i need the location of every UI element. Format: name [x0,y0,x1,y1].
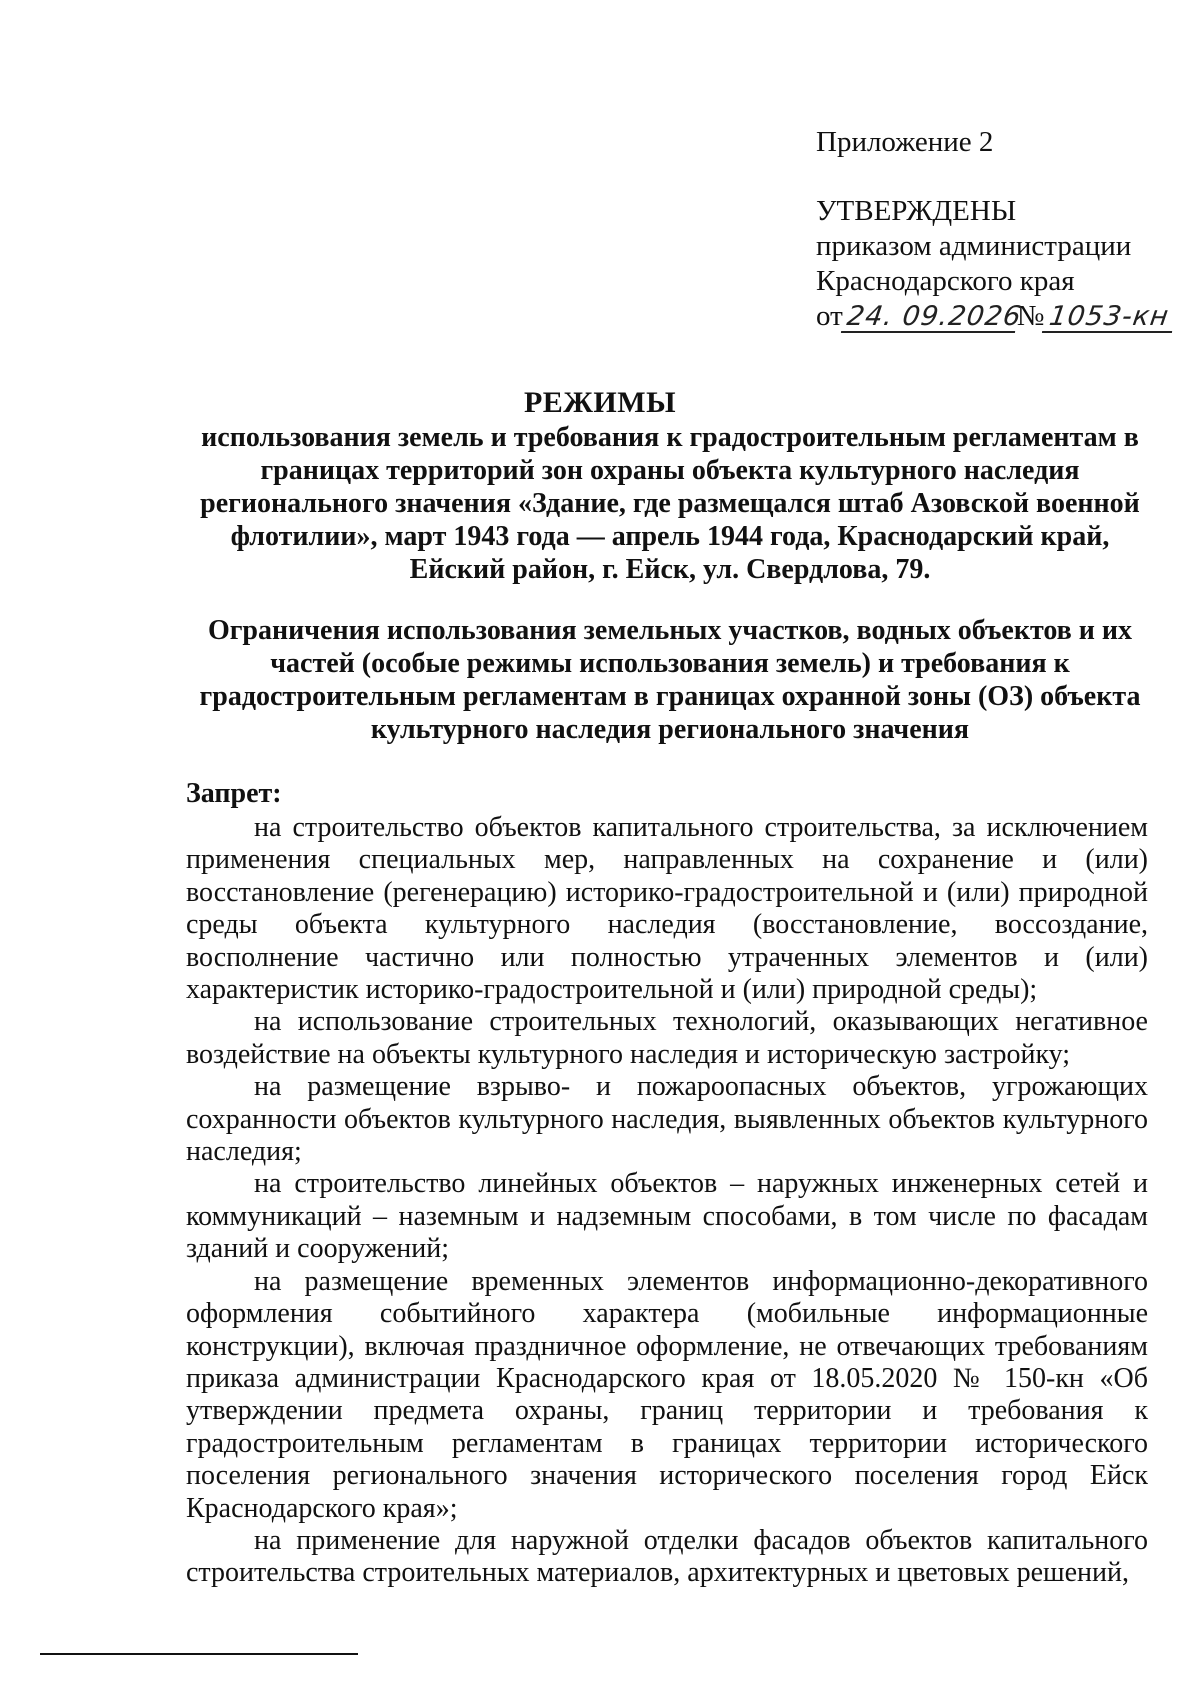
approval-line-1: приказом администрации [816,230,1132,262]
body-paragraph: на применение для наружной отделки фасадов объектов капитального строительства строительных материалов, архитектурных и цветовых решений, [186,1524,1148,1589]
body-paragraph: на строительство объектов капитального строительства, за исключением применения специальных мер, направленных на сохранение и (или) восстановление (регенерацию) историко-градостроительной и (или) природной среды объекта культурного наследия (восстановление, воссоздание, восполнение частично или полностью утраченных элементов и (или) характеристик историко-градостроительной и (или) природной среды); [186,812,1148,1006]
section-heading-line: культурного наследия регионального значения [370,714,970,745]
ban-label: Запрет: [186,778,282,809]
subtitle-line: Ейский район, г. Ейск, ул. Свердлова, 79. [409,554,931,585]
section-heading-line: частей (особые режимы использования земель) и требования к [270,648,1070,679]
subtitle-line: границах территорий зон охраны объекта культурного наследия [260,455,1080,486]
body-paragraph: на размещение взрыво- и пожароопасных объектов, угрожающих сохранности объектов культурного наследия, выявленных объектов культурного наследия; [186,1071,1148,1168]
approval-line-2: Краснодарского края [816,265,1075,297]
footnote-rule [40,1653,358,1655]
handwritten-order-number: 1053-кн [1042,303,1176,333]
approval-block [816,125,1176,334]
subtitle-line: флотилии», март 1943 года — апрель 1944 года, Краснодарский край, [230,521,1110,552]
subtitle-line: регионального значения «Здание, где размещался штаб Азовской военной [200,488,1140,519]
body-paragraph: на строительство линейных объектов – наружных инженерных сетей и коммуникаций – наземным и надземным способами, в том числе по фасадам зданий и сооружений; [186,1168,1148,1265]
body-text [186,812,1148,1590]
appendix-label: Приложение 2 [816,126,994,158]
section-heading [180,614,1160,746]
section-heading-line: Ограничения использования земельных участков, водных объектов и их [207,615,1133,646]
number-sign: № [1016,300,1045,332]
body-paragraph: на размещение временных элементов информационно-декоративного оформления событийного характера (мобильные информационные конструкции), включая праздничное оформление, не отвечающих требованиям приказа администрации Краснодарского края от 18.05.2020 № 150-кн «Об утверждении предмета охраны, границ территории и требования к градостроительным регламентам в границах территории исторического поселения регионального значения исторического поселения город Ейск Краснодарского края»; [186,1265,1148,1524]
document-subtitle [180,421,1160,586]
approved-label: УТВЕРЖДЕНЫ [816,195,1017,227]
document-title: РЕЖИМЫ [523,386,677,419]
from-label: от [816,300,843,332]
subtitle-line: использования земель и требования к градостроительным регламентам в [201,422,1139,453]
body-paragraph: на использование строительных технологий, оказывающих негативное воздействие на объекты культурного наследия и историческую застройку; [186,1006,1148,1070]
order-date-number-line [816,299,1176,334]
section-heading-line: градостроительным регламентам в границах охранной зоны (ОЗ) объекта [199,681,1141,712]
handwritten-date: 24. 09.2026 [841,303,1019,333]
